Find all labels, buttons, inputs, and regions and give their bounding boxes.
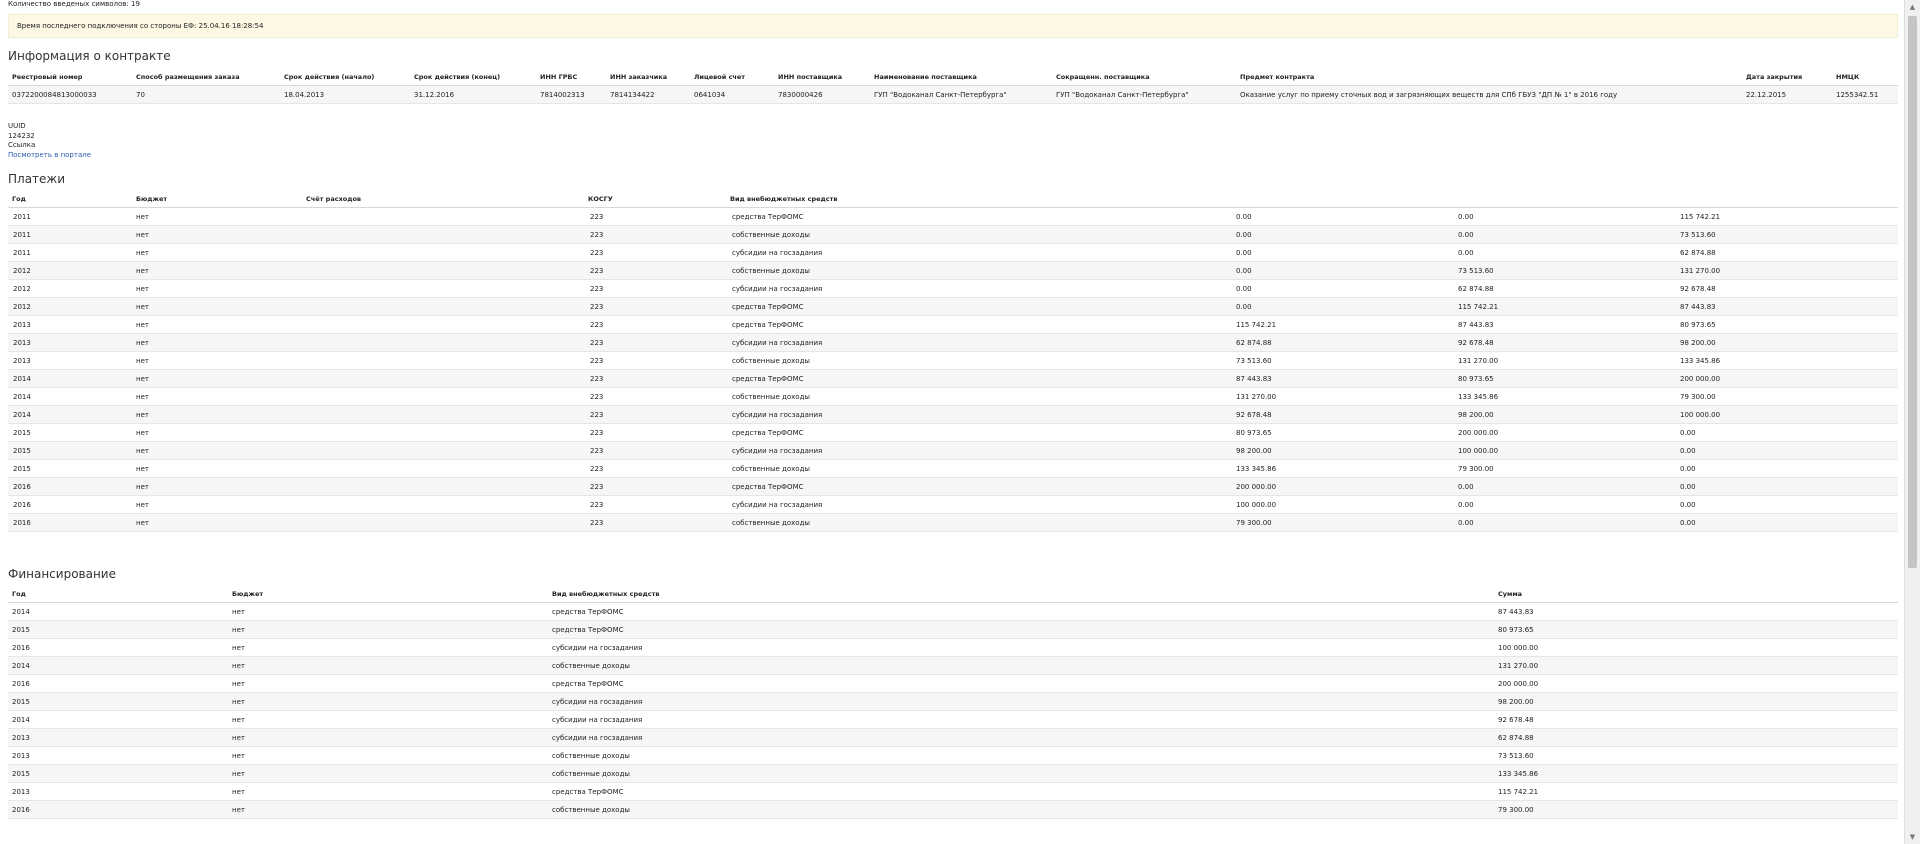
table-cell: 62 874.88 (1498, 734, 1534, 742)
column-header[interactable]: Счёт расходов (306, 195, 362, 203)
table-cell: 2015 (13, 465, 31, 473)
table-cell: собственные доходы (732, 519, 810, 527)
table-cell: 2014 (12, 716, 30, 724)
column-header[interactable]: Вид внебюджетных средств (730, 195, 838, 203)
table-cell: 0.00 (1458, 213, 1474, 221)
table-cell: субсидии на госзадания (552, 716, 643, 724)
table-cell: 100 000.00 (1498, 644, 1539, 652)
table-cell: 223 (590, 267, 604, 275)
table-cell: средства ТерФОМС (732, 429, 804, 437)
table-cell: 79 300.00 (1236, 519, 1272, 527)
table-cell: 73 513.60 (1458, 267, 1494, 275)
table-cell: 0372200084813000033 (12, 91, 97, 99)
scroll-thumb[interactable] (1908, 16, 1917, 568)
payment-row (8, 460, 1898, 478)
table-cell: 131 270.00 (1680, 267, 1721, 275)
table-cell: 73 513.60 (1498, 752, 1534, 760)
table-cell: 2015 (12, 770, 30, 778)
table-cell: 80 973.65 (1458, 375, 1494, 383)
table-cell: средства ТерФОМС (732, 213, 804, 221)
table-cell: нет (136, 339, 149, 347)
arrow-up-icon[interactable]: ▲ (1909, 3, 1916, 11)
table-cell: Оказание услуг по приему сточных вод и загрязняющих веществ для СПб ГБУЗ "ДП № 1" в 2016 году (1240, 91, 1618, 99)
table-cell: 200 000.00 (1458, 429, 1499, 437)
table-cell: 223 (590, 411, 604, 419)
table-cell: 92 678.48 (1680, 285, 1716, 293)
table-cell: субсидии на госзадания (732, 447, 823, 455)
payments-section-title: Платежи (8, 172, 66, 186)
table-cell: 115 742.21 (1498, 788, 1539, 796)
table-cell: 87 443.83 (1236, 375, 1272, 383)
financing-row (8, 747, 1898, 765)
table-cell: 223 (590, 249, 604, 257)
table-header-row (8, 587, 1898, 603)
payment-row (8, 370, 1898, 388)
column-header[interactable]: ИНН заказчика (610, 73, 668, 81)
table-cell: 7830000426 (778, 91, 823, 99)
table-cell: 80 973.65 (1236, 429, 1272, 437)
table-cell: нет (232, 608, 245, 616)
table-cell: субсидии на госзадания (732, 411, 823, 419)
column-header[interactable]: Лицевой счет (694, 73, 746, 81)
financing-row (8, 729, 1898, 747)
table-cell: 7814134422 (610, 91, 655, 99)
char-count-text: Количество введеных символов: 19 (8, 0, 140, 8)
table-cell: 200 000.00 (1680, 375, 1721, 383)
table-cell: 131 270.00 (1236, 393, 1277, 401)
table-cell: 223 (590, 375, 604, 383)
table-cell: 22.12.2015 (1746, 91, 1787, 99)
payment-row (8, 478, 1898, 496)
column-header[interactable]: Сокращенн. поставщика (1056, 73, 1150, 81)
table-cell: средства ТерФОМС (732, 375, 804, 383)
table-cell: нет (136, 465, 149, 473)
table-cell: собственные доходы (552, 806, 630, 814)
table-cell: 223 (590, 447, 604, 455)
table-cell: нет (136, 447, 149, 455)
column-header[interactable]: Вид внебюджетных средств (552, 590, 660, 598)
table-cell: субсидии на госзадания (732, 249, 823, 257)
table-cell: субсидии на госзадания (732, 285, 823, 293)
payment-row (8, 280, 1898, 298)
payment-row (8, 406, 1898, 424)
table-cell: 223 (590, 339, 604, 347)
table-cell: средства ТерФОМС (732, 303, 804, 311)
table-cell: 98 200.00 (1458, 411, 1494, 419)
table-cell: 2011 (13, 231, 31, 239)
table-cell: нет (136, 501, 149, 509)
financing-row (8, 765, 1898, 783)
column-header[interactable]: Срок действия (конец) (414, 73, 501, 81)
table-cell: 223 (590, 213, 604, 221)
table-cell: 131 270.00 (1458, 357, 1499, 365)
table-cell: 2012 (13, 267, 31, 275)
table-cell: средства ТерФОМС (552, 626, 624, 634)
table-cell: собственные доходы (732, 267, 810, 275)
table-cell: 87 443.83 (1458, 321, 1494, 329)
table-cell: 0.00 (1236, 303, 1252, 311)
payment-row (8, 388, 1898, 406)
table-cell: 2013 (13, 321, 31, 329)
table-cell: 0.00 (1236, 267, 1252, 275)
table-cell: нет (232, 788, 245, 796)
table-cell: средства ТерФОМС (552, 608, 624, 616)
table-cell: средства ТерФОМС (732, 483, 804, 491)
table-cell: 223 (590, 429, 604, 437)
table-cell: нет (232, 752, 245, 760)
table-cell: 2016 (12, 644, 30, 652)
payment-row (8, 496, 1898, 514)
table-cell: нет (136, 411, 149, 419)
column-header[interactable]: ИНН поставщика (778, 73, 843, 81)
table-cell: нет (136, 285, 149, 293)
column-header[interactable]: Способ размещения заказа (136, 73, 240, 81)
table-cell: 0.00 (1236, 213, 1252, 221)
table-cell: средства ТерФОМС (552, 788, 624, 796)
table-cell: собственные доходы (732, 357, 810, 365)
table-cell: 92 678.48 (1236, 411, 1272, 419)
table-cell: 2013 (12, 752, 30, 760)
table-cell: 0.00 (1236, 231, 1252, 239)
table-cell: собственные доходы (552, 770, 630, 778)
payment-row (8, 442, 1898, 460)
table-cell: 2011 (13, 213, 31, 221)
table-cell: 133 345.86 (1458, 393, 1499, 401)
table-cell: 0.00 (1680, 519, 1696, 527)
table-cell: 100 000.00 (1458, 447, 1499, 455)
table-cell: 131 270.00 (1498, 662, 1539, 670)
table-cell: 18.04.2013 (284, 91, 325, 99)
financing-row (8, 621, 1898, 639)
payment-row (8, 334, 1898, 352)
financing-row (8, 783, 1898, 801)
table-cell: нет (232, 734, 245, 742)
payment-row (8, 262, 1898, 280)
table-cell: 0.00 (1458, 519, 1474, 527)
table-cell: нет (136, 519, 149, 527)
table-cell: 87 443.83 (1498, 608, 1534, 616)
payment-row (8, 424, 1898, 442)
table-cell: ГУП "Водоканал Санкт-Петербурга" (1056, 91, 1189, 99)
table-cell: собственные доходы (552, 662, 630, 670)
table-cell: 1255342.51 (1836, 91, 1879, 99)
table-header-row (8, 192, 1898, 208)
column-header[interactable]: ИНН ГРБС (540, 73, 578, 81)
table-cell: 223 (590, 231, 604, 239)
table-cell: 0641034 (694, 91, 726, 99)
payment-row (8, 316, 1898, 334)
table-cell: 100 000.00 (1680, 411, 1721, 419)
table-cell: субсидии на госзадания (552, 644, 643, 652)
table-cell: собственные доходы (732, 465, 810, 473)
table-cell: 2015 (13, 447, 31, 455)
table-cell: 87 443.83 (1680, 303, 1716, 311)
table-cell: 73 513.60 (1236, 357, 1272, 365)
table-cell: 133 345.86 (1680, 357, 1721, 365)
table-cell: 98 200.00 (1498, 698, 1534, 706)
table-cell: 100 000.00 (1236, 501, 1277, 509)
table-cell: субсидии на госзадания (552, 698, 643, 706)
uuid-value: 124232 (8, 131, 35, 140)
table-cell: 223 (590, 519, 604, 527)
column-header[interactable]: Реестровый номер (12, 73, 83, 81)
table-cell: 0.00 (1236, 285, 1252, 293)
table-cell: 115 742.21 (1680, 213, 1721, 221)
table-cell: 0.00 (1458, 483, 1474, 491)
column-header[interactable]: НМЦК (1836, 73, 1860, 81)
table-cell: нет (232, 626, 245, 634)
table-cell: 79 300.00 (1680, 393, 1716, 401)
table-cell: 223 (590, 465, 604, 473)
table-cell: нет (136, 483, 149, 491)
contract-section-title: Информация о контракте (8, 49, 171, 63)
column-header[interactable]: Наименование поставщика (874, 73, 977, 81)
table-cell: нет (136, 393, 149, 401)
table-cell: 80 973.65 (1498, 626, 1534, 634)
column-header[interactable]: Бюджет (232, 590, 264, 598)
vertical-scrollbar[interactable] (1904, 0, 1920, 844)
table-cell: 62 874.88 (1458, 285, 1494, 293)
table-cell: нет (232, 806, 245, 814)
arrow-down-icon[interactable]: ▼ (1909, 833, 1916, 841)
table-cell: 0.00 (1680, 429, 1696, 437)
table-cell: 0.00 (1680, 501, 1696, 509)
table-cell: 80 973.65 (1680, 321, 1716, 329)
table-cell: 2011 (13, 249, 31, 257)
table-cell: 2012 (13, 285, 31, 293)
table-cell: 200 000.00 (1236, 483, 1277, 491)
financing-row (8, 711, 1898, 729)
banner-text: Время последнего подключения со стороны ЕФ: 25.04.16 18:28:54 (17, 22, 264, 30)
table-cell: нет (232, 716, 245, 724)
table-cell: 92 678.48 (1498, 716, 1534, 724)
table-cell: 2014 (12, 662, 30, 670)
table-cell: нет (232, 698, 245, 706)
table-cell: нет (136, 213, 149, 221)
table-cell: 79 300.00 (1498, 806, 1534, 814)
column-header[interactable]: Бюджет (136, 195, 168, 203)
table-cell: собственные доходы (732, 231, 810, 239)
table-cell: 98 200.00 (1680, 339, 1716, 347)
table-cell: субсидии на госзадания (732, 339, 823, 347)
payment-row (8, 298, 1898, 316)
table-cell: 62 874.88 (1680, 249, 1716, 257)
table-cell: 79 300.00 (1458, 465, 1494, 473)
financing-row (8, 693, 1898, 711)
table-cell: 2014 (13, 411, 31, 419)
table-cell: 2014 (13, 393, 31, 401)
financing-row (8, 801, 1898, 819)
table-cell: 223 (590, 501, 604, 509)
payments-table (8, 192, 1898, 532)
table-cell: 133 345.86 (1236, 465, 1277, 473)
table-cell: 200 000.00 (1498, 680, 1539, 688)
table-cell: нет (136, 357, 149, 365)
table-cell: 92 678.48 (1458, 339, 1494, 347)
table-cell: 223 (590, 357, 604, 365)
table-cell: 70 (136, 91, 145, 99)
column-header[interactable]: Предмет контракта (1240, 73, 1315, 81)
table-cell: нет (136, 267, 149, 275)
payment-row (8, 244, 1898, 262)
table-cell: нет (136, 321, 149, 329)
column-header[interactable]: Срок действия (начало) (284, 73, 375, 81)
link-label: Ссылка (8, 141, 36, 149)
uuid-block (8, 122, 91, 160)
view-in-portal-link[interactable]: Посмотреть в портале (8, 150, 92, 159)
table-cell: субсидии на госзадания (552, 734, 643, 742)
table-cell: 2014 (12, 608, 30, 616)
table-cell: 0.00 (1236, 249, 1252, 257)
table-cell: собственные доходы (732, 393, 810, 401)
table-cell: 0.00 (1458, 231, 1474, 239)
table-cell: 62 874.88 (1236, 339, 1272, 347)
table-cell: 2015 (13, 429, 31, 437)
financing-row (8, 639, 1898, 657)
table-cell: 2014 (13, 375, 31, 383)
table-header-row (8, 70, 1898, 86)
table-cell: 2012 (13, 303, 31, 311)
table-cell: 2013 (12, 734, 30, 742)
column-header[interactable]: Год (12, 195, 26, 203)
table-cell: 2016 (13, 483, 31, 491)
table-cell: нет (136, 303, 149, 311)
payment-row (8, 208, 1898, 226)
column-header[interactable]: Сумма (1498, 590, 1523, 598)
financing-section-title: Финансирование (8, 567, 116, 581)
table-cell: нет (232, 770, 245, 778)
table-cell: 2013 (13, 339, 31, 347)
table-cell: 0.00 (1680, 483, 1696, 491)
financing-table (8, 587, 1898, 819)
payment-row (8, 226, 1898, 244)
table-cell: нет (232, 680, 245, 688)
table-cell: 0.00 (1680, 465, 1696, 473)
table-cell: 2016 (12, 806, 30, 814)
table-cell: 7814002313 (540, 91, 585, 99)
table-cell: 223 (590, 483, 604, 491)
table-cell: 2013 (12, 788, 30, 796)
table-cell: нет (136, 375, 149, 383)
table-cell: нет (136, 429, 149, 437)
table-cell: субсидии на госзадания (732, 501, 823, 509)
table-cell: 2015 (12, 626, 30, 634)
table-cell: 115 742.21 (1236, 321, 1277, 329)
contract-row (8, 86, 1898, 104)
column-header[interactable]: КОСГУ (588, 195, 613, 203)
table-cell: 31.12.2016 (414, 91, 455, 99)
table-cell: 0.00 (1680, 447, 1696, 455)
table-cell: собственные доходы (552, 752, 630, 760)
table-cell: 133 345.86 (1498, 770, 1539, 778)
financing-row (8, 603, 1898, 621)
table-cell: 2016 (13, 501, 31, 509)
table-cell: 0.00 (1458, 249, 1474, 257)
payment-row (8, 352, 1898, 370)
contract-table (8, 70, 1898, 104)
uuid-label: UUID (8, 122, 26, 130)
table-cell: средства ТерФОМС (732, 321, 804, 329)
table-cell: 223 (590, 393, 604, 401)
table-cell: нет (232, 662, 245, 670)
last-connection-banner (8, 14, 1898, 38)
table-cell: 2015 (12, 698, 30, 706)
table-cell: 2013 (13, 357, 31, 365)
table-cell: нет (136, 231, 149, 239)
table-cell: нет (136, 249, 149, 257)
column-header[interactable]: Дата закрытия (1746, 73, 1803, 81)
financing-row (8, 675, 1898, 693)
table-cell: 2016 (13, 519, 31, 527)
financing-row (8, 657, 1898, 675)
table-cell: 2016 (12, 680, 30, 688)
column-header[interactable]: Год (12, 590, 26, 598)
payment-row (8, 514, 1898, 532)
table-cell: средства ТерФОМС (552, 680, 624, 688)
table-cell: ГУП "Водоканал Санкт-Петербурга" (874, 91, 1007, 99)
table-cell: 73 513.60 (1680, 231, 1716, 239)
table-cell: 115 742.21 (1458, 303, 1499, 311)
table-cell: 223 (590, 303, 604, 311)
table-cell: 98 200.00 (1236, 447, 1272, 455)
table-cell: 0.00 (1458, 501, 1474, 509)
table-cell: 223 (590, 285, 604, 293)
table-cell: 223 (590, 321, 604, 329)
table-cell: нет (232, 644, 245, 652)
